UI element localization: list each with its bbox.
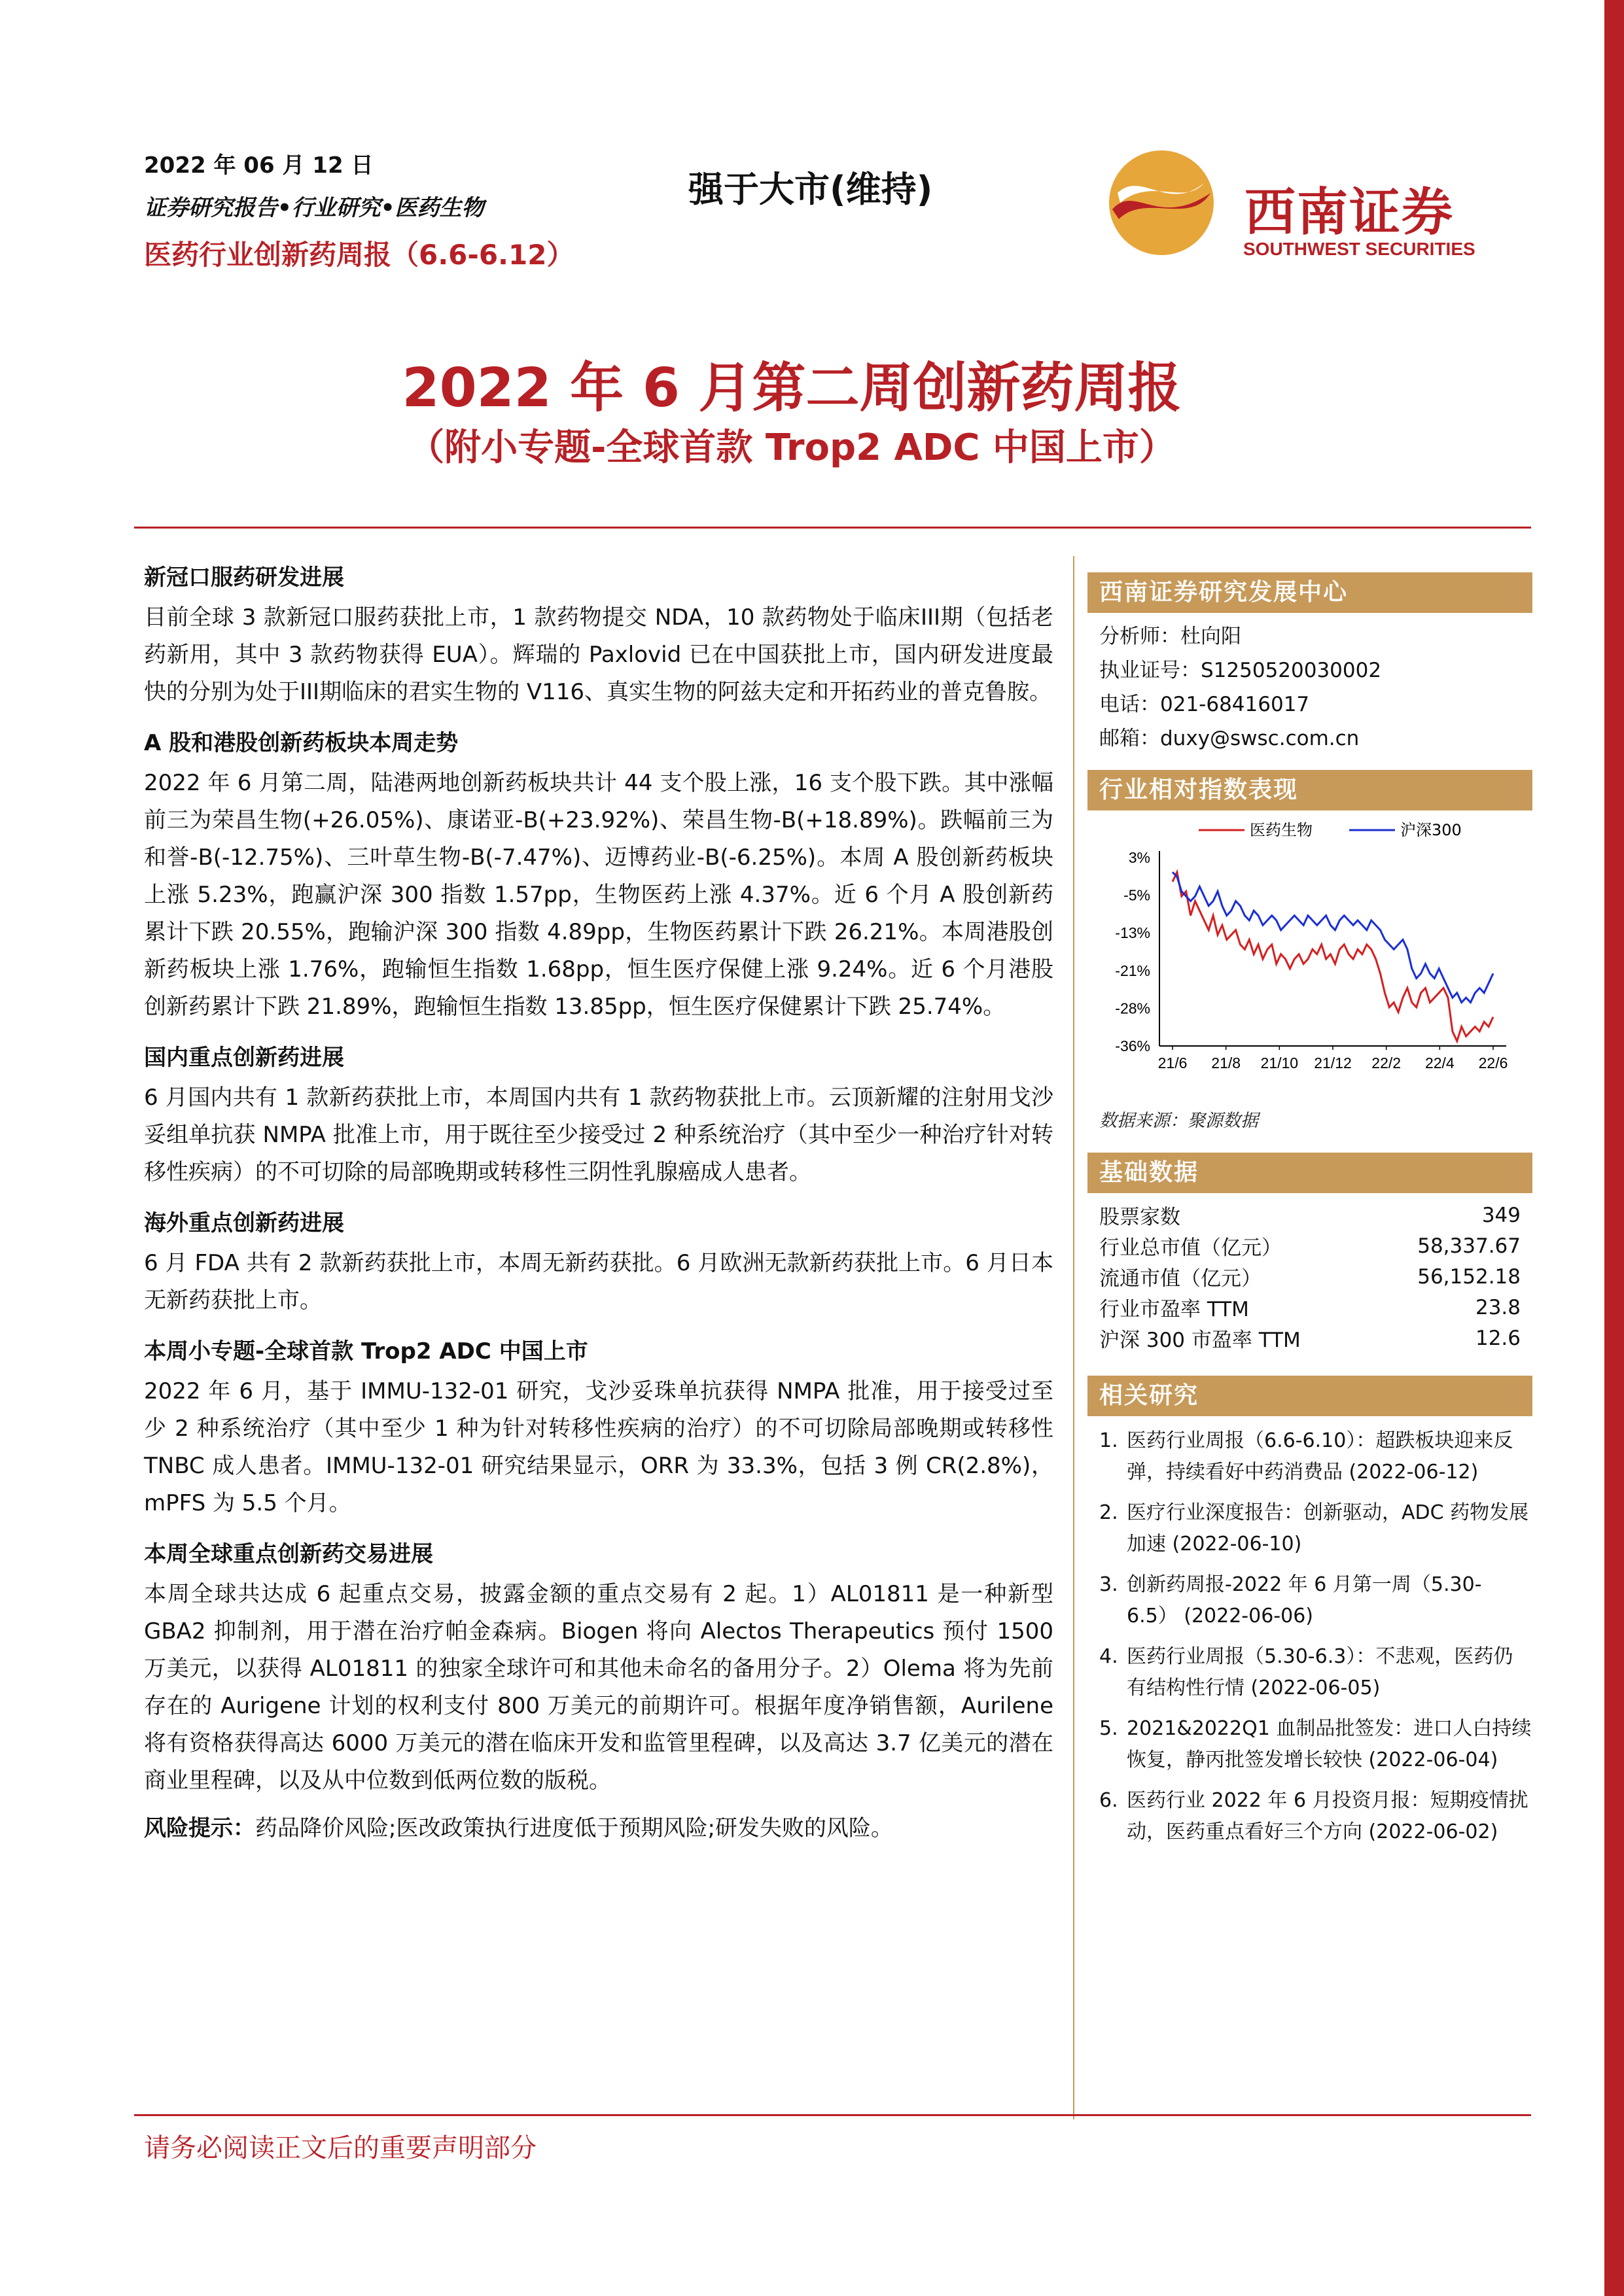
sidebar <box>1087 572 1532 1857</box>
section-heading: A 股和港股创新药板块本周走势 <box>144 730 459 756</box>
x-tick-label: 22/4 <box>1424 1054 1455 1071</box>
x-tick-label: 21/10 <box>1260 1054 1299 1071</box>
y-tick-label: -36% <box>1115 1037 1150 1054</box>
table-row <box>1087 1230 1532 1261</box>
y-tick-label: -28% <box>1115 1000 1150 1017</box>
table-row <box>1087 1323 1532 1353</box>
x-tick-label: 21/12 <box>1314 1054 1352 1071</box>
y-tick-label: -13% <box>1115 924 1150 942</box>
basic-data-table <box>1087 1200 1532 1353</box>
row-value: 58,337.67 <box>1417 1234 1521 1258</box>
row-value: 56,152.18 <box>1417 1264 1521 1289</box>
report-type: 证券研究报告•行业研究•医药生物 <box>144 195 484 221</box>
x-tick-label: 21/8 <box>1211 1054 1241 1071</box>
relative-index-chart <box>1087 810 1532 1098</box>
right-edge-bar <box>1604 0 1624 2296</box>
x-tick-label: 22/6 <box>1478 1054 1508 1071</box>
related-research-list <box>1087 1425 1532 1848</box>
section-body: 本周全球共达成 6 起重点交易，披露金额的重点交易有 2 起。1）AL01811 是一种新型 GBA2 抑制剂，用于潜在治疗帕金森病。Biogen 将向 Alectos Therapeutics 预付 1500 万美元，以获得 AL01811 的独家全球许可和其他未命名的备用分子。2）Olema 将为先前存在的 Aurigene 计划的权利支付 800 万美元的前期许可。根据年度净销售额，Aurilene 将有资格获得高达 6000 万美元的潜在临床开发和监管里程碑，以及高达 3.7 亿美元的潜在商业里程碑，以及从中位数到低两位数的版税。 <box>144 1581 1053 1794</box>
section-heading: 本周小专题-全球首款 Trop2 ADC 中国上市 <box>144 1338 588 1365</box>
row-value: 23.8 <box>1475 1295 1521 1319</box>
risk-label: 风险提示： <box>144 1815 255 1841</box>
list-item[interactable]: 1. 医药行业周报（6.6-6.10）：超跌板块迎来反弹，持续看好中药消费品 (2022-06-12) <box>1099 1429 1513 1484</box>
rating: 强于大市(维持) <box>688 169 933 210</box>
research-center-title: 西南证券研究发展中心 <box>1087 572 1532 613</box>
row-value: 12.6 <box>1475 1326 1521 1350</box>
section-body: 2022 年 6 月，基于 IMMU-132-01 研究，戈沙妥珠单抗获得 NMPA 批准，用于接受过至少 2 种系统治疗（其中至少 1 种为针对转移性疾病的治疗）的不可切除局部晚期或转移性 TNBC 成人患者。IMMU-132-01 研究结果显示，ORR 为 33.3%，包括 3 例 CR(2.8%)，mPFS 为 5.5 个月。 <box>144 1378 1053 1516</box>
list-item[interactable]: 5. 2021&2022Q1 血制品批签发：进口人白持续恢复，静丙批签发增长较快 (2022-06-04) <box>1099 1717 1532 1771</box>
section-body: 6 月 FDA 共有 2 款新药获批上市，本周无新药获批。6 月欧洲无款新药获批上市。6 月日本无新药获批上市。 <box>144 1250 1053 1313</box>
chart-section <box>1087 770 1532 1132</box>
bottom-divider <box>134 2114 1531 2116</box>
section-heading: 国内重点创新药进展 <box>144 1045 344 1071</box>
legend-label: 沪深300 <box>1400 821 1462 839</box>
section-body: 2022 年 6 月第二周，陆港两地创新药板块共计 44 支个股上涨，16 支个股下跌。其中涨幅前三为荣昌生物(+26.05%)、康诺亚-B(+23.92%)、荣昌生物-B(+18.89%)。跌幅前三为和誉-B(-12.75%)、三叶草生物-B(-7.47%)、迈博药业-B(-6.25%)。本周 A 股创新药板块上涨 5.23%，跑赢沪深 300 指数 1.57pp，生物医药上涨 4.37%。近 6 个月 A 股创新药累计下跌 20.55%，跑输沪深 300 指数 4.89pp，生物医药累计下跌 26.21%。本周港股创新药板块上涨 1.76%，跑输恒生指数 1.68pp，恒生医疗保健上涨 9.24%。近 6 个月港股创新药累计下跌 21.89%，跑输恒生指数 13.85pp，恒生医疗保健累计下跌 25.74%。 <box>144 770 1053 1020</box>
analyst-phone: 电话：021-68416017 <box>1099 693 1310 716</box>
table-row <box>1087 1200 1532 1230</box>
brand-name-en: SOUTHWEST SECURITIES <box>1243 239 1475 259</box>
y-tick-label: 3% <box>1128 849 1150 866</box>
table-row <box>1087 1292 1532 1323</box>
related-research-section <box>1087 1376 1532 1848</box>
chart-source: 数据来源：聚源数据 <box>1099 1111 1258 1131</box>
related-research-title: 相关研究 <box>1087 1376 1532 1416</box>
summary-column <box>144 556 1053 1858</box>
section-heading: 新冠口服药研发进展 <box>144 565 344 591</box>
row-value: 349 <box>1481 1203 1521 1227</box>
main-title: 2022 年 6 月第二周创新药周报 <box>402 357 1182 419</box>
chart-box-title: 行业相对指数表现 <box>1087 770 1532 810</box>
basic-data-section <box>1087 1153 1532 1353</box>
x-tick-label: 21/6 <box>1157 1054 1188 1071</box>
analyst-license: 执业证号：S1250520030002 <box>1099 659 1382 682</box>
y-tick-label: -21% <box>1115 962 1150 979</box>
row-label: 行业总市值（亿元） <box>1099 1236 1282 1260</box>
table-row <box>1087 1261 1532 1292</box>
list-item[interactable]: 3. 创新药周报-2022 年 6 月第一周（5.30-6.5） (2022-06-06) <box>1099 1573 1482 1627</box>
brand-logo-icon <box>1106 147 1217 258</box>
top-divider <box>134 527 1531 529</box>
analyst-name: 分析师：杜向阳 <box>1099 625 1241 648</box>
list-item[interactable]: 2. 医疗行业深度报告：创新驱动，ADC 药物发展加速 (2022-06-10) <box>1099 1501 1529 1556</box>
row-label: 行业市盈率 TTM <box>1099 1298 1249 1321</box>
row-label: 沪深 300 市盈率 TTM <box>1099 1329 1301 1352</box>
row-label: 流通市值（亿元） <box>1099 1267 1262 1291</box>
sub-title: （附小专题-全球首款 Trop2 ADC 中国上市） <box>408 426 1176 469</box>
y-tick-label: -5% <box>1123 886 1150 904</box>
risk-text: 药品降价风险;医改政策执行进度低于预期风险;研发失败的风险。 <box>255 1815 893 1841</box>
series-line <box>1173 872 1493 1002</box>
section-heading: 本周全球重点创新药交易进展 <box>144 1541 433 1567</box>
brand-name-cn: 西南证券 <box>1244 183 1455 242</box>
series-line <box>1173 872 1493 1041</box>
analyst-info <box>1087 619 1532 756</box>
column-divider <box>1073 556 1074 2119</box>
section-body: 目前全球 3 款新冠口服药获批上市，1 款药物提交 NDA，10 款药物处于临床III期（包括老药新用，其中 3 款药物获得 EUA）。辉瑞的 Paxlovid 已在中国获批上市，国内研发进度最快的分别为处于III期临床的君实生物的 V116、真实生物的阿兹夫定和开拓药业的普克鲁胺。 <box>144 604 1053 705</box>
section-heading: 海外重点创新药进展 <box>144 1210 344 1236</box>
section-body: 6 月国内共有 1 款新药获批上市，本周国内共有 1 款药物获批上市。云顶新耀的注射用戈沙妥组单抗获 NMPA 批准上市，用于既往至少接受过 2 种系统治疗（其中至少一种治疗针对转移性疾病）的不可切除的局部晚期或转移性三阴性乳腺癌成人患者。 <box>144 1085 1053 1185</box>
list-item[interactable]: 4. 医药行业周报（5.30-6.3）：不悲观，医药仍有结构性行情 (2022-06-05) <box>1099 1645 1513 1699</box>
footer-disclaimer: 请务必阅读正文后的重要声明部分 <box>144 2133 537 2163</box>
legend-label: 医药生物 <box>1250 821 1313 839</box>
analyst-email[interactable]: 邮箱：duxy@swsc.com.cn <box>1099 727 1360 750</box>
report-date: 2022 年 06 月 12 日 <box>144 152 374 179</box>
list-item[interactable]: 6. 医药行业 2022 年 6 月投资月报：短期疫情扰动，医药重点看好三个方向 (2022-06-02) <box>1099 1789 1528 1843</box>
basic-data-title: 基础数据 <box>1087 1153 1532 1193</box>
risk-note <box>144 1810 1053 1847</box>
x-tick-label: 22/2 <box>1371 1054 1402 1071</box>
report-series: 医药行业创新药周报（6.6-6.12） <box>144 239 574 271</box>
row-label: 股票家数 <box>1099 1206 1180 1229</box>
